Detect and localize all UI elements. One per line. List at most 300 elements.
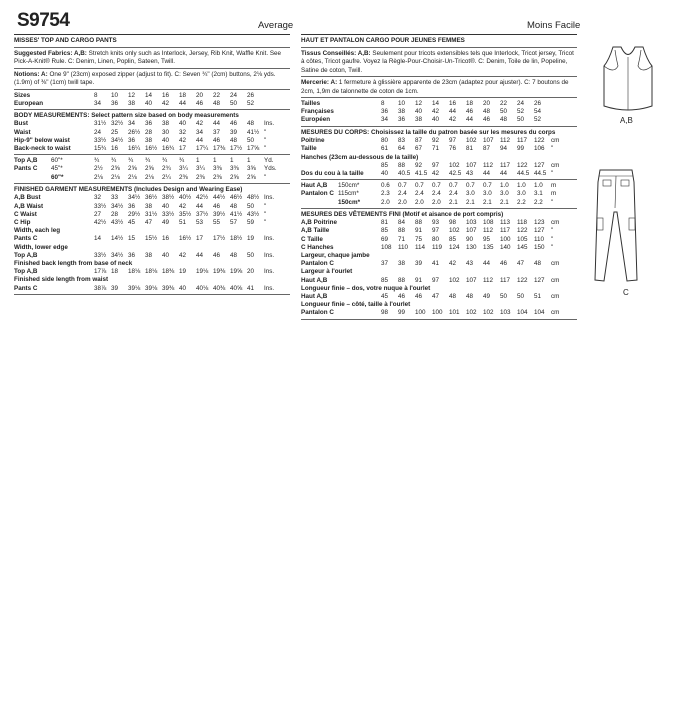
english-column (14, 33, 290, 297)
row-label: Tailles (301, 100, 321, 107)
table-cell: 44½ (213, 194, 226, 202)
row-label: Dos du cou à la taille (301, 169, 364, 177)
table-cell: 16½ (179, 235, 192, 243)
table-cell: 40.5 (398, 169, 411, 177)
table-cell: 17¼ (196, 145, 209, 153)
table-cell: 3.0 (466, 190, 475, 198)
table-cell: 26 (247, 91, 255, 99)
table-cell: 117 (500, 276, 511, 284)
table-cell: 93 (432, 219, 440, 227)
table-cell: 97 (432, 276, 440, 284)
table-cell: " (264, 145, 267, 153)
table-row (301, 252, 577, 260)
table-cell: 34½ (111, 251, 124, 259)
table-cell: 85 (449, 235, 457, 243)
table-cell: 44 (179, 99, 187, 107)
table-cell: 3⅜ (230, 165, 239, 173)
table-cell: 34 (196, 128, 204, 136)
table-cell: 2.4 (432, 190, 441, 198)
table-cell: 122 (534, 137, 545, 145)
table-cell: 48 (534, 260, 542, 268)
row-label: Top A,B (14, 251, 38, 259)
table-cell: 33½ (94, 136, 107, 144)
table-cell: 41½ (230, 210, 243, 218)
table-cell: 2.0 (415, 198, 424, 206)
row-label: Width, lower edge (14, 243, 68, 251)
table-cell: 107 (483, 137, 494, 145)
table-cell: 15½ (145, 235, 158, 243)
row-label: Françaises (301, 108, 334, 116)
table-row (301, 199, 577, 207)
table-cell: 40 (432, 116, 440, 124)
table-cell: 2⅝ (247, 173, 256, 181)
table-cell: 0.7 (466, 182, 475, 190)
table-cell: 8 (94, 91, 98, 99)
table-cell: cm (551, 293, 560, 301)
table-cell: 39½ (213, 210, 226, 218)
table-cell: 53 (196, 218, 204, 226)
table-cell: 88 (415, 219, 423, 227)
table-row (14, 203, 290, 211)
table-cell: 2⅛ (128, 173, 137, 181)
table-cell: Yds. (264, 165, 277, 173)
table-cell: 42 (179, 136, 187, 144)
table-cell: 3¼ (196, 165, 205, 173)
table-cell: 124 (449, 243, 460, 251)
table-cell: 28 (111, 210, 119, 218)
table-cell: " (551, 243, 554, 251)
table-cell: 44 (483, 169, 491, 177)
table-cell (551, 108, 577, 116)
table-cell: 81 (466, 145, 474, 153)
table-cell: 31½ (145, 210, 158, 218)
table-cell: 50 (500, 108, 508, 116)
table-cell: 40 (381, 169, 389, 177)
table-cell: 1.0 (534, 182, 543, 190)
table-cell: 24 (230, 91, 238, 99)
body-measurements-table-en (14, 120, 290, 153)
table-cell: 17⅝ (247, 145, 260, 153)
table-cell: 100 (415, 309, 426, 317)
table-cell: 42.5 (449, 169, 462, 177)
table-cell: 69 (381, 235, 389, 243)
table-row (14, 137, 290, 145)
table-cell: 33½ (94, 202, 107, 210)
table-row (301, 116, 577, 124)
table-cell: 37½ (196, 210, 209, 218)
table-cell: 38 (398, 108, 406, 116)
table-cell: 36 (398, 116, 406, 124)
row-label: Pants C (14, 235, 38, 243)
row-label (301, 199, 338, 207)
row-label: Top A,B (14, 157, 38, 165)
table-cell: 91 (415, 276, 423, 284)
table-cell: 46 (415, 293, 423, 301)
table-row (301, 227, 577, 235)
table-cell: 44 (483, 260, 491, 268)
table-cell: 2.1 (466, 198, 475, 206)
table-cell: 34 (381, 116, 389, 124)
table-cell: 46 (196, 99, 204, 107)
table-cell: 60"* (51, 157, 63, 165)
table-cell: 18 (466, 100, 474, 107)
table-cell: 45 (381, 293, 389, 301)
notions-en: Notions: A: One 9" (23cm) exposed zipper (adjust to fit). C: Seven ¾" (2cm) buttons, 2⅛ yds. (1.9m) of ⅜" (1cm) twill tape. (14, 70, 276, 86)
table-cell: 18½ (230, 235, 243, 243)
table-cell: 49 (162, 218, 170, 226)
table-cell: Ins. (264, 120, 275, 128)
row-label: C Waist (14, 210, 37, 218)
table-row (14, 129, 290, 137)
table-cell: " (264, 218, 267, 226)
table-cell: 47 (145, 218, 153, 226)
table-row (14, 157, 290, 165)
table-cell: 2.0 (381, 198, 390, 206)
table-cell: 47 (432, 293, 440, 301)
table-row (301, 285, 577, 293)
table-row (301, 293, 577, 301)
table-cell: 2.4 (398, 190, 407, 198)
table-cell: 38 (415, 116, 423, 124)
table-cell: 75 (415, 235, 423, 243)
pattern-number: S9754 (17, 10, 70, 31)
table-cell: 1 (213, 157, 217, 165)
table-cell: 39 (111, 284, 119, 292)
table-row (301, 219, 577, 227)
table-cell: 2⅛ (111, 173, 120, 181)
table-cell: 16 (162, 235, 170, 243)
table-cell: 18⅜ (162, 268, 175, 276)
table-cell: cm (551, 276, 560, 284)
table-cell: Ins. (264, 235, 275, 243)
table-row (301, 260, 577, 268)
table-cell: " (264, 128, 267, 136)
table-cell: 71 (398, 235, 406, 243)
table-cell: 105 (517, 235, 528, 243)
table-cell: 2.3 (381, 190, 390, 198)
table-cell: 112 (500, 137, 511, 145)
table-cell: 32 (179, 128, 187, 136)
table-cell: 22 (213, 91, 221, 99)
row-label: Largeur, chaque jambe (301, 252, 370, 260)
table-cell: 150cm* (338, 182, 360, 190)
difficulty-level-en: Average (258, 20, 294, 31)
notions-fr: Mercerie: A: 1 fermeture à glissière apparente de 23cm (adaptez pour ajuster). C: 7 boutons de 2cm, 1,9m de talonnette de coton de 1cm. (301, 79, 569, 95)
table-cell: 123 (534, 219, 545, 227)
view-label-c: C (623, 288, 629, 297)
fabrics-fr: Tissus Conseillés: A,B: Seulement pour tricots extensibles tels que Interlock, Tricot jersey, Tricot à côtes, Tricot gaufre. Voyez la Règle-Pour-Choisir-Un-Tricot®. C: Denim, Toile de lin, Popeline, Satine de coton, Twill. (301, 49, 574, 74)
table-cell: 2.4 (415, 190, 424, 198)
table-cell: 85 (381, 161, 389, 169)
row-label: C Taille (301, 235, 323, 243)
table-cell: cm (551, 309, 560, 317)
table-cell: 44 (500, 169, 508, 177)
table-cell: 61 (381, 145, 389, 153)
table-row (14, 219, 290, 227)
table-cell: 40 (162, 136, 170, 144)
table-cell: 118 (517, 219, 528, 227)
row-label: Pants C (14, 284, 38, 292)
table-cell: 16¼ (128, 145, 141, 153)
table-cell: 22 (500, 100, 508, 107)
table-cell: 110 (398, 243, 409, 251)
row-label: Back-neck to waist (14, 145, 71, 153)
row-label: Width, each leg (14, 227, 61, 235)
row-label: A,B Poitrine (301, 219, 338, 227)
table-cell: cm (551, 219, 560, 227)
table-cell: 3¼ (179, 165, 188, 173)
table-cell: 117 (517, 137, 528, 145)
table-cell: 46 (213, 136, 221, 144)
table-cell: 83 (398, 137, 406, 145)
table-cell: 42 (432, 169, 440, 177)
table-cell: 35½ (179, 210, 192, 218)
table-cell: ¾ (111, 157, 117, 165)
table-cell: 40 (179, 284, 187, 292)
table-cell: 24 (517, 100, 525, 107)
body-measurements-title-en: BODY MEASUREMENTS: Select pattern size based on body measurements (14, 111, 239, 119)
table-cell: 17⅜ (213, 145, 226, 153)
table-cell: 2¾ (162, 165, 171, 173)
row-label: Européen (301, 116, 331, 124)
table-cell: 18⅛ (128, 268, 141, 276)
title-fr: HAUT ET PANTALON CARGO POUR JEUNES FEMMES (301, 37, 465, 44)
table-cell: 40 (415, 108, 423, 116)
table-cell: 57 (230, 218, 238, 226)
table-cell: 95 (483, 235, 491, 243)
table-cell: 17½ (230, 145, 243, 153)
table-cell: 48 (247, 120, 255, 128)
row-label: Haut A,B (301, 276, 328, 284)
table-cell: 42 (449, 116, 457, 124)
table-cell: 0.7 (432, 182, 441, 190)
row-label: Finished back length from base of neck (14, 259, 133, 267)
table-cell: 50 (247, 251, 255, 259)
body-measurements-title-fr: MESURES DU CORPS: Choisissez la taille du patron basée sur les mesures du corps (301, 128, 556, 136)
table-cell: 14½ (111, 235, 124, 243)
finished-measurements-table-en (14, 194, 290, 292)
table-cell: 0.7 (483, 182, 492, 190)
table-cell: 49 (483, 293, 491, 301)
table-cell: 43 (466, 169, 474, 177)
table-cell: 43½ (111, 218, 124, 226)
yardage-table-fr (301, 182, 577, 207)
table-cell: 42½ (196, 194, 209, 202)
table-cell: 98 (449, 219, 457, 227)
table-cell: 46 (483, 116, 491, 124)
table-cell: 0.7 (398, 182, 407, 190)
table-cell: 114 (415, 243, 426, 251)
table-row (301, 100, 577, 108)
table-cell: Ins. (264, 251, 275, 259)
table-cell: 36 (145, 120, 153, 128)
finished-measurements-title-fr: MESURES DES VÊTEMENTS FINI (Motif et aisance de port compris) (301, 210, 504, 218)
sizes-table-en (14, 92, 290, 108)
table-cell: 2.2 (517, 198, 526, 206)
table-cell: 88 (398, 227, 406, 235)
table-row (14, 268, 290, 276)
table-cell: 2⅜ (196, 173, 205, 181)
table-cell: " (551, 227, 554, 235)
table-cell: 16¾ (162, 145, 175, 153)
table-cell: 18⅛ (145, 268, 158, 276)
table-cell: 46½ (230, 194, 243, 202)
row-label: Sizes (14, 91, 31, 99)
table-cell: 36 (381, 108, 389, 116)
table-cell: 48 (230, 202, 238, 210)
table-cell: 2.1 (483, 198, 492, 206)
table-cell: 50 (517, 116, 525, 124)
table-cell: Ins. (264, 194, 275, 202)
table-cell: 3.0 (483, 190, 492, 198)
table-cell: 2.1 (449, 198, 458, 206)
table-cell: 145 (517, 243, 528, 251)
table-cell: 150cm* (338, 198, 361, 206)
table-cell: 48 (483, 108, 491, 116)
table-cell: 34 (128, 120, 136, 128)
table-cell: 97 (449, 137, 457, 145)
table-cell: " (551, 169, 554, 177)
table-cell: 42 (179, 202, 187, 210)
table-cell: 48 (449, 293, 457, 301)
table-cell: 38 (162, 120, 170, 128)
table-cell: 108 (483, 219, 494, 227)
table-cell: 44.5 (517, 169, 530, 177)
table-row (14, 165, 290, 173)
table-cell: 60"* (51, 173, 64, 181)
table-cell: 14 (432, 100, 440, 107)
table-cell: 107 (466, 161, 477, 169)
table-cell: " (551, 235, 554, 243)
body-measurements-table-fr (301, 137, 577, 178)
table-cell (551, 100, 577, 108)
table-cell: 94 (500, 145, 508, 153)
table-cell: 20 (483, 100, 491, 107)
table-cell (264, 92, 290, 100)
table-cell: 50 (500, 293, 508, 301)
view-label-ab: A,B (620, 116, 633, 125)
table-cell: 81 (381, 219, 389, 227)
table-cell: 117 (500, 227, 511, 235)
row-label: Hanches (23cm au-dessous de la taille) (301, 153, 419, 161)
table-row (301, 309, 577, 317)
table-cell: 55 (213, 218, 221, 226)
table-cell: 39 (230, 128, 238, 136)
table-cell: 90 (466, 235, 474, 243)
table-cell: 20 (196, 91, 204, 99)
table-cell: cm (551, 260, 560, 268)
row-label: Pants C (14, 165, 38, 173)
table-cell: 40 (162, 202, 170, 210)
table-cell: 104 (517, 309, 528, 317)
table-cell: 44 (196, 202, 204, 210)
yardage-table-en (14, 157, 290, 182)
table-cell: 88 (398, 276, 406, 284)
table-cell: 38½ (162, 194, 175, 202)
table-cell: 43 (466, 260, 474, 268)
table-cell: 41½ (247, 128, 260, 136)
table-cell: 100 (500, 235, 511, 243)
table-cell: 1 (196, 157, 200, 165)
table-cell: 40⅛ (196, 284, 209, 292)
table-cell: 102 (449, 276, 460, 284)
table-cell: 102 (483, 309, 494, 317)
table-cell: 42 (432, 108, 440, 116)
row-label: Poitrine (301, 137, 325, 145)
table-cell: 16½ (145, 145, 158, 153)
table-cell: 16 (449, 100, 457, 107)
table-row (14, 252, 290, 260)
table-cell: " (264, 210, 267, 218)
table-cell: ¾ (128, 157, 134, 165)
table-cell: " (551, 198, 554, 206)
table-cell: 112 (483, 276, 494, 284)
table-cell: 59 (247, 218, 255, 226)
table-cell: 33½ (162, 210, 175, 218)
table-cell: 2.2 (534, 198, 543, 206)
table-cell: " (264, 202, 267, 210)
table-cell: 100 (432, 309, 443, 317)
table-cell: 40⅝ (230, 284, 243, 292)
table-cell: 130 (466, 243, 477, 251)
table-cell: 97 (432, 227, 440, 235)
table-cell: 17⅞ (94, 268, 107, 276)
table-cell: 17½ (213, 235, 226, 243)
table-cell: 51 (179, 218, 187, 226)
table-cell: " (264, 173, 267, 181)
table-cell: 76 (449, 145, 457, 153)
table-cell: 3⅜ (213, 165, 222, 173)
table-cell: 32½ (111, 120, 124, 128)
table-row (14, 285, 290, 293)
table-cell (551, 116, 577, 124)
table-cell (264, 100, 290, 108)
table-cell: 30 (162, 128, 170, 136)
table-cell: 19⅛ (196, 268, 209, 276)
table-cell: 12 (128, 91, 136, 99)
table-cell: 50 (230, 99, 238, 107)
table-cell: 104 (534, 309, 545, 317)
table-row (301, 301, 577, 309)
table-cell: 36 (111, 99, 119, 107)
table-cell: 42 (179, 251, 187, 259)
table-row (301, 154, 577, 162)
table-row (14, 276, 290, 284)
table-cell: 122 (517, 161, 528, 169)
table-cell: 24 (94, 128, 102, 136)
table-cell: 3.0 (517, 190, 526, 198)
table-cell: 54 (534, 108, 542, 116)
table-cell: 2⅝ (230, 173, 239, 181)
table-row (14, 235, 290, 243)
table-cell: ¾ (179, 157, 185, 165)
row-label: A,B Bust (14, 194, 41, 202)
table-row (14, 244, 290, 252)
table-cell: 2⅝ (128, 165, 137, 173)
table-cell: " (551, 145, 554, 153)
table-cell: 14 (94, 235, 102, 243)
table-cell: 16 (162, 91, 170, 99)
table-cell: 99 (398, 309, 406, 317)
row-label: Largeur à l'ourlet (301, 268, 353, 276)
table-cell: m (551, 190, 557, 198)
table-cell: 127 (534, 276, 545, 284)
table-cell: 50 (517, 293, 525, 301)
table-cell: 37 (213, 128, 221, 136)
table-cell: 127 (534, 227, 545, 235)
table-cell: 106 (534, 145, 545, 153)
table-cell: 127 (534, 161, 545, 169)
